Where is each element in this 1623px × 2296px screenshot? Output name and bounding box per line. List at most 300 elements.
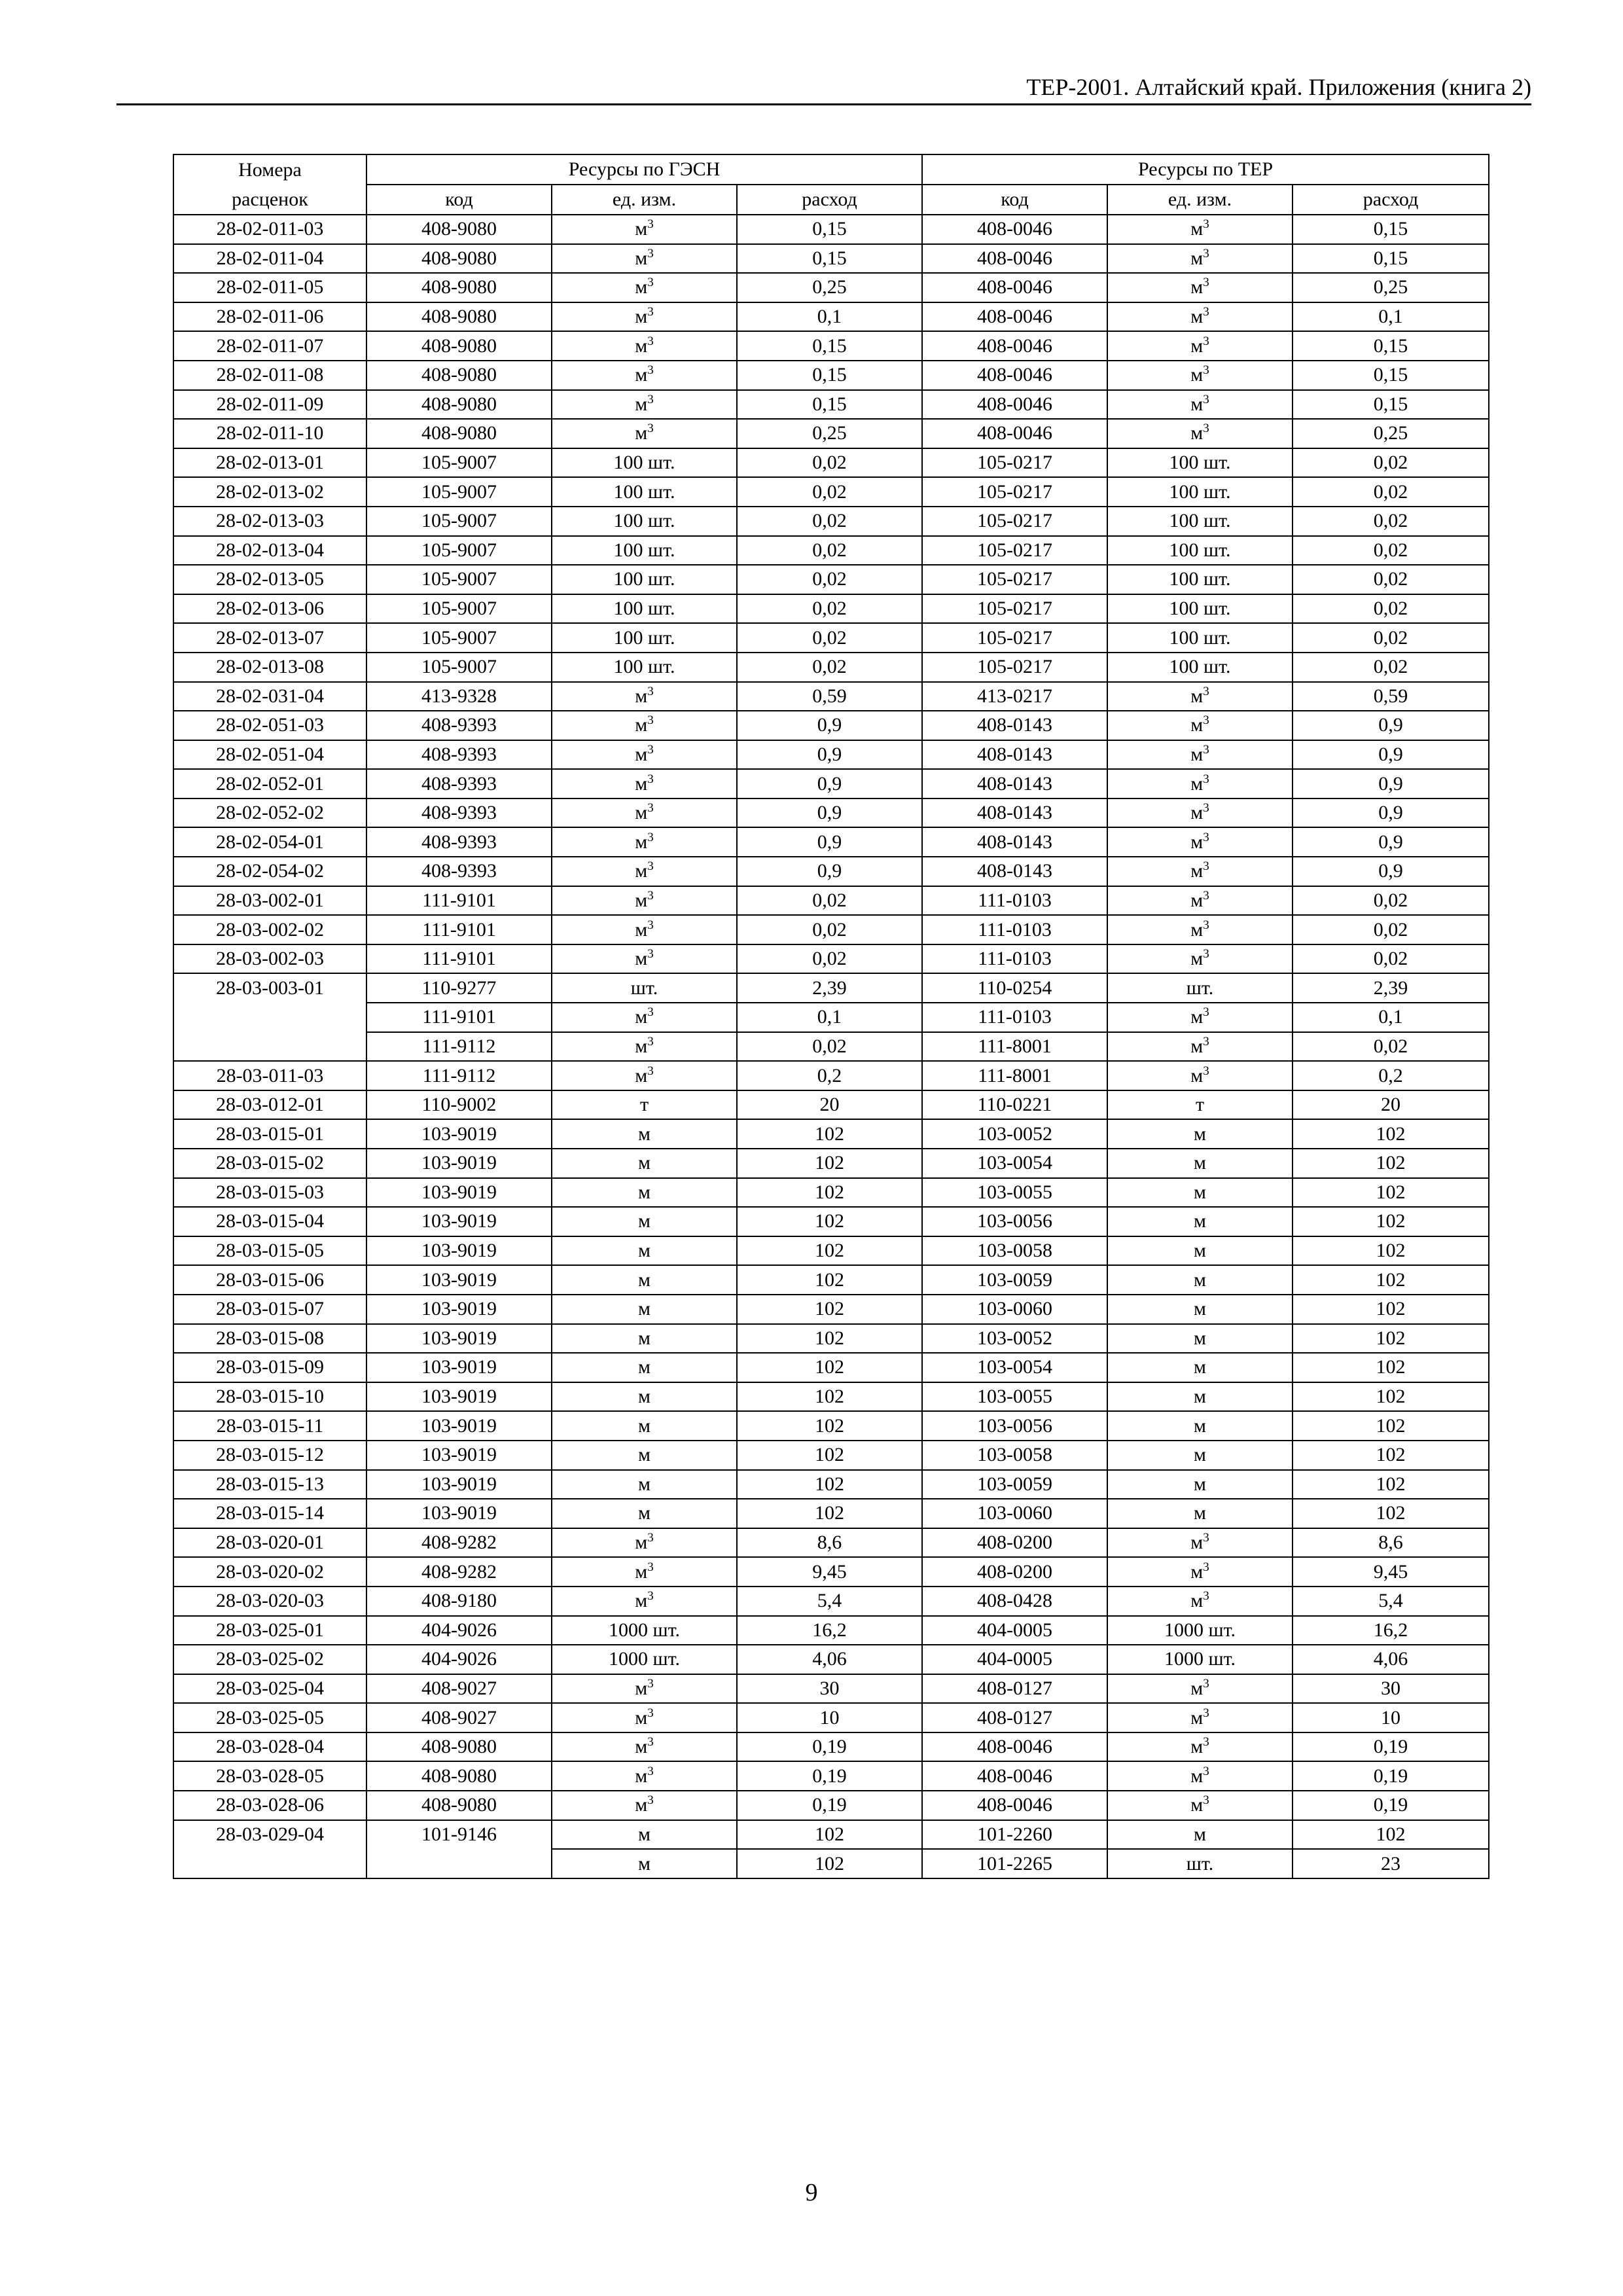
ter-unit-cell: [1107, 944, 1293, 974]
unit-label: $м^3$: [1190, 422, 1209, 444]
table-row: [173, 857, 1489, 886]
cell-text: 100 шт.: [1169, 452, 1231, 474]
cell-text: 100 шт.: [1169, 656, 1231, 678]
cell-text: 0,9: [1378, 743, 1403, 765]
gesn-consumption-cell: [737, 711, 922, 740]
gesn-unit-cell: [552, 507, 737, 536]
ter-code-cell: [922, 1061, 1107, 1090]
rate-number-cell: [173, 653, 366, 682]
cell-text: 28-03-002-02: [216, 918, 324, 941]
resource-mapping-table: [173, 154, 1489, 1879]
ter-consumption-cell: [1293, 1587, 1489, 1616]
ter-consumption-cell: [1293, 1499, 1489, 1528]
gesn-unit-cell: [552, 1761, 737, 1791]
gesn-code-cell: [366, 302, 552, 332]
cell-text: 102: [1376, 1823, 1406, 1845]
cell-text: м: [638, 1298, 651, 1320]
cell-text: 102: [1376, 1268, 1406, 1291]
gesn-code-cell: [366, 565, 552, 594]
cell-text: 408-9080: [421, 1794, 497, 1816]
gesn-code-cell: [366, 1207, 552, 1236]
cell-text: 100 шт.: [1169, 510, 1231, 532]
gesn-unit-header: ед. изм.: [552, 185, 737, 215]
cell-text: 408-0143: [977, 743, 1052, 765]
cell-text: 103-0058: [977, 1240, 1052, 1262]
gesn-unit-cell: [552, 1557, 737, 1587]
rate-number-cell: [173, 1528, 366, 1558]
gesn-consumption-cell: [737, 653, 922, 682]
ter-code-cell: [922, 1732, 1107, 1762]
ter-consumption-cell: [1293, 740, 1489, 770]
cell-text: 408-0046: [977, 393, 1052, 415]
cell-text: 102: [815, 1181, 844, 1203]
ter-consumption-cell: [1293, 1090, 1489, 1120]
unit-label: $м^3$: [1190, 1706, 1209, 1729]
cell-text: 408-9080: [421, 393, 497, 415]
cell-text: м: [638, 1852, 651, 1874]
cell-text: 100 шт.: [613, 568, 675, 590]
cell-text: 0,02: [1373, 948, 1408, 970]
cell-text: 0,02: [1373, 889, 1408, 911]
ter-consumption-cell: [1293, 1003, 1489, 1032]
gesn-unit-cell: [552, 1178, 737, 1208]
ter-consumption-cell: [1293, 507, 1489, 536]
gesn-consumption-cell: [737, 1674, 922, 1704]
cell-text: 28-02-054-01: [216, 831, 324, 853]
gesn-consumption-cell: [737, 1441, 922, 1470]
cell-text: 105-0217: [977, 510, 1052, 532]
cell-text: 0,9: [1378, 860, 1403, 882]
cell-text: 103-0056: [977, 1210, 1052, 1232]
cell-text: 102: [1376, 1386, 1406, 1408]
gesn-consumption-cell: [737, 769, 922, 798]
gesn-unit-cell: [552, 1587, 737, 1616]
cell-text: 408-0200: [977, 1560, 1052, 1583]
cell-text: 408-0143: [977, 860, 1052, 882]
gesn-code-cell: [366, 973, 552, 1003]
ter-consumption-cell: [1293, 1207, 1489, 1236]
gesn-unit-cell: [552, 331, 737, 361]
table-row: [173, 1732, 1489, 1762]
cell-text: м: [1194, 1152, 1206, 1174]
cell-text: 0,1: [817, 1006, 842, 1028]
cell-text: 102: [1376, 1356, 1406, 1378]
unit-label: $м^3$: [635, 830, 654, 853]
gesn-consumption-cell: [737, 1382, 922, 1412]
rate-number-cell: [173, 302, 366, 332]
gesn-code-cell: [366, 1470, 552, 1499]
rate-number-cell: [173, 1324, 366, 1354]
cell-text: 105-0217: [977, 598, 1052, 620]
cell-text: 23: [1381, 1852, 1400, 1874]
table-row: [173, 477, 1489, 507]
gesn-consumption-cell: [737, 623, 922, 653]
ter-unit-cell: [1107, 273, 1293, 302]
rate-number-cell: [173, 565, 366, 594]
ter-unit-cell: [1107, 1820, 1293, 1850]
ter-code-cell: [922, 740, 1107, 770]
gesn-code-cell: [366, 1441, 552, 1470]
ter-unit-cell: [1107, 1119, 1293, 1149]
unit-label: $м^3$: [1190, 363, 1209, 386]
table-row: [173, 769, 1489, 798]
gesn-unit-cell: [552, 915, 737, 944]
ter-consumption-cell: [1293, 419, 1489, 448]
table-row: [173, 1849, 1489, 1878]
gesn-code-cell: [366, 1587, 552, 1616]
gesn-code-cell: [366, 653, 552, 682]
cell-text: 1000 шт.: [1164, 1648, 1236, 1670]
table-row: [173, 1149, 1489, 1178]
cell-text: 102: [815, 1386, 844, 1408]
cell-text: 28-02-052-01: [216, 772, 324, 795]
ter-unit-cell: [1107, 594, 1293, 624]
cell-text: 110-9002: [421, 1094, 497, 1116]
ter-code-cell: [922, 1178, 1107, 1208]
gesn-unit-cell: [552, 1353, 737, 1382]
cell-text: 0,59: [1373, 685, 1408, 707]
cell-text: 111-9112: [422, 1035, 496, 1057]
cell-text: 102: [815, 1823, 844, 1845]
cell-text: 0,02: [812, 568, 847, 590]
gesn-code-cell: [366, 507, 552, 536]
unit-label: $м^3$: [635, 713, 654, 736]
gesn-unit-cell: [552, 798, 737, 828]
ter-unit-cell: [1107, 827, 1293, 857]
gesn-code-cell: [366, 1119, 552, 1149]
ter-code-cell: [922, 857, 1107, 886]
ter-consumption-cell: [1293, 448, 1489, 478]
cell-text: 0,25: [1373, 276, 1408, 298]
rate-number-cell: [173, 1674, 366, 1704]
gesn-unit-cell: [552, 682, 737, 711]
cell-text: 0,9: [1378, 772, 1403, 795]
ter-unit-cell: [1107, 390, 1293, 420]
ter-unit-cell: [1107, 1032, 1293, 1062]
ter-code-cell: [922, 944, 1107, 974]
cell-text: 103-0060: [977, 1298, 1052, 1320]
cell-text: 28-03-025-04: [216, 1677, 324, 1699]
gesn-code-cell: [366, 769, 552, 798]
unit-label: $м^3$: [635, 305, 654, 328]
cell-text: 10: [819, 1706, 840, 1729]
cell-text: 105-9007: [421, 510, 497, 532]
cell-text: 28-03-003-01: [216, 977, 324, 999]
gesn-consumption-cell: [737, 1557, 922, 1587]
gesn-unit-cell: [552, 1849, 737, 1878]
cell-text: м: [638, 1210, 651, 1232]
ter-unit-cell: [1107, 1732, 1293, 1762]
gesn-consumption-cell: [737, 944, 922, 974]
ter-consumption-cell: [1293, 1849, 1489, 1878]
rate-number-cell: [173, 1557, 366, 1587]
cell-text: 0,9: [1378, 831, 1403, 853]
ter-code-cell: [922, 769, 1107, 798]
cell-text: 105-9007: [421, 626, 497, 649]
ter-code-cell: [922, 1149, 1107, 1178]
gesn-consumption-cell: [737, 477, 922, 507]
table-row: [173, 798, 1489, 828]
gesn-code-cell: [366, 1353, 552, 1382]
gesn-code-cell: [366, 1178, 552, 1208]
gesn-code-cell: [366, 1528, 552, 1558]
gesn-consumption-cell: [737, 1236, 922, 1266]
cell-text: 408-0127: [977, 1677, 1052, 1699]
gesn-unit-cell: [552, 1295, 737, 1324]
cell-text: 0,1: [1378, 306, 1403, 328]
gesn-unit-cell: [552, 1703, 737, 1732]
unit-label: $м^3$: [1190, 1589, 1209, 1612]
cell-text: 408-9393: [421, 743, 497, 765]
cell-text: 28-02-031-04: [216, 685, 324, 707]
gesn-unit-cell: [552, 215, 737, 244]
cell-text: 0,9: [817, 743, 842, 765]
cell-text: 16,2: [1373, 1619, 1408, 1641]
cell-text: 100 шт.: [613, 539, 675, 561]
ter-consumption-header: расход: [1293, 185, 1489, 215]
table-row: [173, 1061, 1489, 1090]
cell-text: 4,06: [1373, 1648, 1408, 1670]
ter-code-cell: [922, 1557, 1107, 1587]
cell-text: 105-9007: [421, 598, 497, 620]
unit-label: $м^3$: [635, 1034, 654, 1057]
cell-text: 408-9282: [421, 1560, 497, 1583]
rate-number-cell: [173, 1061, 366, 1090]
gesn-code-cell: [366, 1090, 552, 1120]
gesn-unit-cell: [552, 944, 737, 974]
unit-label: $м^3$: [635, 1735, 654, 1758]
gesn-consumption-cell: [737, 1324, 922, 1354]
gesn-unit-cell: [552, 1382, 737, 1412]
cell-text: 413-0217: [977, 685, 1052, 707]
rate-number-cell: [173, 1703, 366, 1732]
cell-text: 103-0056: [977, 1414, 1052, 1437]
table-row: [173, 1090, 1489, 1120]
cell-text: 28-03-011-03: [216, 1064, 324, 1086]
gesn-consumption-cell: [737, 1645, 922, 1674]
ter-unit-cell: [1107, 448, 1293, 478]
cell-text: 100 шт.: [1169, 598, 1231, 620]
cell-text: 5,4: [817, 1590, 842, 1612]
cell-text: 28-03-020-01: [216, 1532, 324, 1554]
ter-code-cell: [922, 1236, 1107, 1266]
ter-unit-cell: [1107, 1090, 1293, 1120]
ter-code-cell: [922, 1003, 1107, 1032]
ter-consumption-cell: [1293, 1411, 1489, 1441]
ter-code-cell: [922, 1207, 1107, 1236]
ter-unit-cell: [1107, 1295, 1293, 1324]
ter-unit-cell: [1107, 215, 1293, 244]
ter-unit-cell: [1107, 711, 1293, 740]
gesn-code-cell: [366, 1732, 552, 1762]
cell-text: 100 шт.: [613, 480, 675, 503]
cell-text: 408-0046: [977, 276, 1052, 298]
ter-consumption-cell: [1293, 477, 1489, 507]
gesn-consumption-cell: [737, 827, 922, 857]
ter-code-cell: [922, 1528, 1107, 1558]
rate-number-cell: [173, 1470, 366, 1499]
table-row: [173, 1265, 1489, 1295]
unit-label: $м^3$: [1190, 1034, 1209, 1057]
cell-text: 9,45: [1373, 1560, 1408, 1583]
ter-consumption-cell: [1293, 827, 1489, 857]
unit-label: $м^3$: [1190, 276, 1209, 298]
unit-label: $м^3$: [635, 918, 654, 941]
cell-text: 408-0046: [977, 364, 1052, 386]
ter-code-cell: [922, 1441, 1107, 1470]
cell-text: 28-02-051-04: [216, 743, 324, 765]
unit-label: $м^3$: [1190, 888, 1209, 911]
cell-text: 105-0217: [977, 656, 1052, 678]
ter-unit-cell: [1107, 623, 1293, 653]
table-row: [173, 1353, 1489, 1382]
ter-unit-cell: [1107, 1178, 1293, 1208]
cell-text: 102: [815, 1240, 844, 1262]
gesn-code-cell: [366, 1849, 552, 1878]
ter-unit-cell: [1107, 1470, 1293, 1499]
cell-text: м: [638, 1181, 651, 1203]
cell-text: 408-9080: [421, 1736, 497, 1758]
ter-consumption-cell: [1293, 886, 1489, 916]
ter-code-cell: [922, 1499, 1107, 1528]
cell-text: 103-0052: [977, 1122, 1052, 1145]
cell-text: м: [1194, 1181, 1206, 1203]
ter-unit-cell: [1107, 1849, 1293, 1878]
cell-text: 408-0046: [977, 247, 1052, 269]
gesn-consumption-cell: [737, 1149, 922, 1178]
cell-text: 102: [1376, 1122, 1406, 1145]
ter-code-cell: [922, 477, 1107, 507]
table-row: [173, 682, 1489, 711]
cell-text: 408-9080: [421, 364, 497, 386]
table-row: [173, 1411, 1489, 1441]
cell-text: 28-02-054-02: [216, 860, 324, 882]
gesn-unit-cell: [552, 623, 737, 653]
rate-number-cell: [173, 857, 366, 886]
ter-unit-cell: [1107, 1411, 1293, 1441]
cell-text: 111-8001: [978, 1035, 1052, 1057]
table-row: [173, 1761, 1489, 1791]
table-row: [173, 1032, 1489, 1062]
unit-label: $м^3$: [635, 1064, 654, 1086]
rate-number-cell: [173, 1265, 366, 1295]
gesn-code-cell: [366, 273, 552, 302]
unit-label: $м^3$: [635, 801, 654, 824]
cell-text: м: [1194, 1268, 1206, 1291]
ter-unit-cell: [1107, 798, 1293, 828]
table-row: [173, 1645, 1489, 1674]
cell-text: 28-02-011-08: [216, 364, 324, 386]
cell-text: 0,15: [1373, 218, 1408, 240]
cell-text: 102: [1376, 1240, 1406, 1262]
cell-text: 111-9101: [422, 918, 496, 941]
table-row: [173, 973, 1489, 1003]
ter-code-cell: [922, 302, 1107, 332]
cell-text: м: [1194, 1502, 1206, 1524]
gesn-consumption-cell: [737, 1178, 922, 1208]
gesn-consumption-cell: [737, 390, 922, 420]
cell-text: 0,02: [1373, 918, 1408, 941]
gesn-consumption-cell: [737, 857, 922, 886]
gesn-code-header: код: [366, 185, 552, 215]
cell-text: 100 шт.: [613, 656, 675, 678]
gesn-code-cell: [366, 477, 552, 507]
cell-text: 28-03-015-03: [216, 1181, 324, 1203]
cell-text: 408-9080: [421, 422, 497, 444]
ter-unit-cell: [1107, 507, 1293, 536]
table-row: [173, 711, 1489, 740]
gesn-consumption-cell: [737, 915, 922, 944]
gesn-consumption-cell: [737, 1265, 922, 1295]
rate-number-cell: [173, 273, 366, 302]
cell-text: 102: [815, 1298, 844, 1320]
ter-unit-cell: [1107, 1703, 1293, 1732]
cell-text: 103-0058: [977, 1444, 1052, 1466]
table-row: [173, 361, 1489, 390]
cell-text: 404-9026: [421, 1648, 497, 1670]
table-body: [173, 215, 1489, 1878]
gesn-unit-cell: [552, 653, 737, 682]
gesn-unit-cell: [552, 565, 737, 594]
cell-text: 111-0103: [978, 948, 1052, 970]
cell-text: 28-02-011-03: [216, 218, 324, 240]
unit-label: $м^3$: [1190, 1005, 1209, 1028]
gesn-unit-cell: [552, 769, 737, 798]
cell-text: 0,02: [812, 889, 847, 911]
gesn-consumption-cell: [737, 682, 922, 711]
gesn-consumption-cell: [737, 740, 922, 770]
ter-code-cell: [922, 1791, 1107, 1820]
unit-label: $м^3$: [635, 888, 654, 911]
gesn-unit-cell: [552, 827, 737, 857]
cell-text: 110-9277: [421, 977, 497, 999]
cell-text: 0,2: [817, 1064, 842, 1086]
gesn-code-cell: [366, 682, 552, 711]
cell-text: 103-9019: [421, 1298, 497, 1320]
rate-number-cell: [173, 827, 366, 857]
cell-text: 408-0200: [977, 1532, 1052, 1554]
gesn-consumption-cell: [737, 1791, 922, 1820]
gesn-code-cell: [366, 623, 552, 653]
ter-consumption-cell: [1293, 244, 1489, 274]
ter-code-cell: [922, 915, 1107, 944]
ter-unit-cell: [1107, 1587, 1293, 1616]
cell-text: м: [1194, 1414, 1206, 1437]
rate-number-cell: [173, 419, 366, 448]
ter-code-cell: [922, 1295, 1107, 1324]
table-row: [173, 1295, 1489, 1324]
page-number: 9: [805, 2179, 818, 2206]
cell-text: 103-0055: [977, 1386, 1052, 1408]
cell-text: 102: [1376, 1444, 1406, 1466]
ter-consumption-cell: [1293, 1557, 1489, 1587]
cell-text: 16,2: [812, 1619, 847, 1641]
cell-text: 0,02: [1373, 626, 1408, 649]
ter-unit-cell: [1107, 1149, 1293, 1178]
gesn-unit-cell: [552, 1411, 737, 1441]
cell-text: 1000 шт.: [1164, 1619, 1236, 1641]
cell-text: 8,6: [817, 1532, 842, 1554]
cell-text: 408-0046: [977, 306, 1052, 328]
table-row: [173, 1587, 1489, 1616]
cell-text: м: [1194, 1444, 1206, 1466]
cell-text: м: [638, 1444, 651, 1466]
cell-text: 0,02: [812, 918, 847, 941]
gesn-unit-cell: [552, 536, 737, 565]
cell-text: 0,19: [1373, 1736, 1408, 1758]
unit-label: $м^3$: [1190, 1764, 1209, 1787]
rate-number-cell: [173, 1119, 366, 1149]
